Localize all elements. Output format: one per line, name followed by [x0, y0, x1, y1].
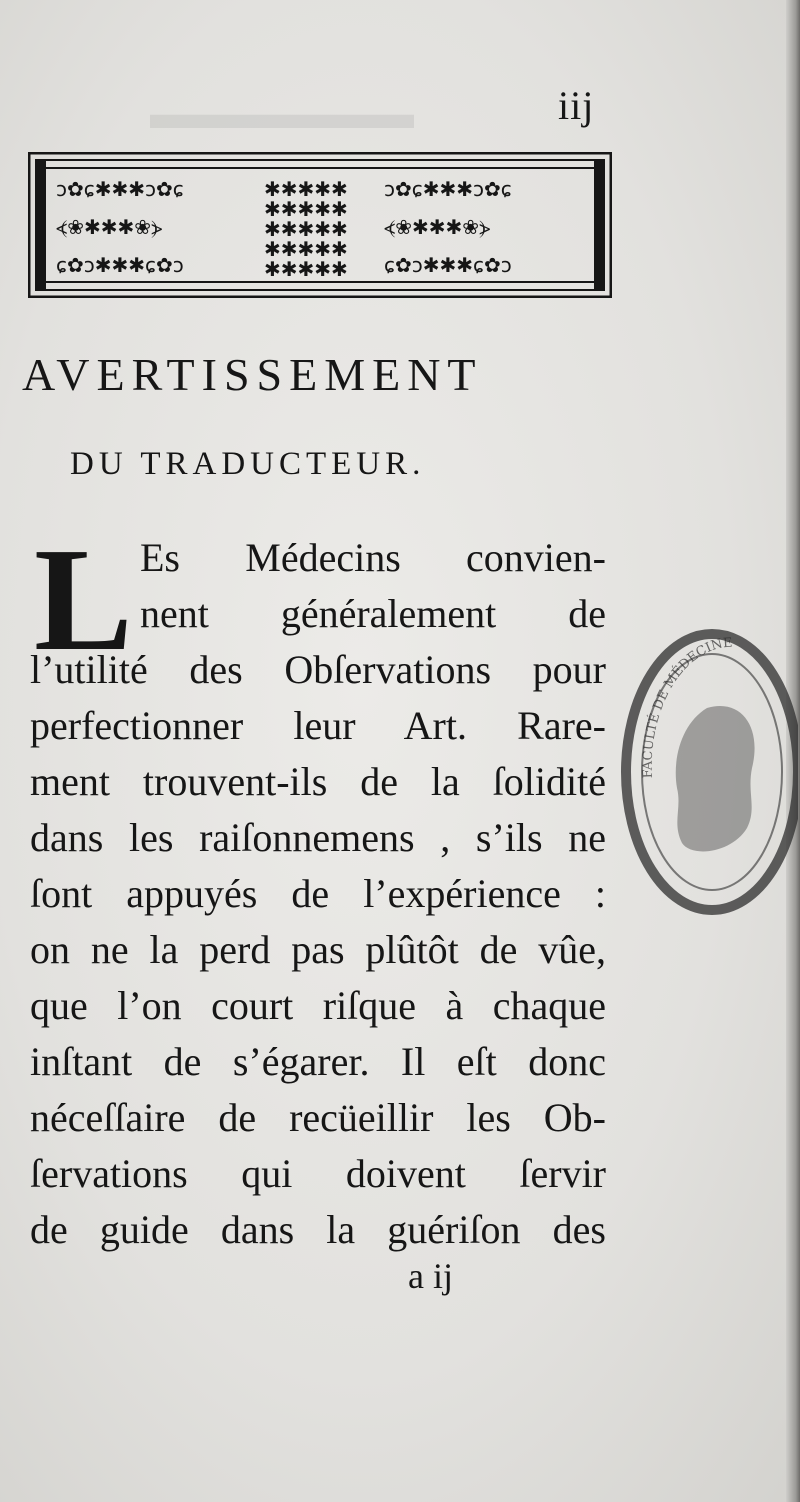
text-line-13: de guide dans la guériſon des — [30, 1207, 606, 1252]
svg-text:✱✱✱✱✱: ✱✱✱✱✱ — [264, 197, 348, 221]
svg-text:⦓❀✱✱✱❀⦔: ⦓❀✱✱✱❀⦔ — [384, 215, 491, 239]
headpiece-ornament — [28, 152, 612, 298]
text-line-8: on ne la perd pas plûtôt de vûe, — [30, 927, 606, 972]
library-stamp — [612, 628, 798, 916]
page-title: AVERTISSEMENT — [22, 349, 483, 400]
text-line-9: que l’on court riſque à chaque — [30, 983, 606, 1028]
svg-text:⦓❀✱✱✱❀⦔: ⦓❀✱✱✱❀⦔ — [56, 215, 163, 239]
text-line-11: néceſſaire de recüeillir les Ob- — [30, 1095, 606, 1140]
svg-text:ɕ✿ↄ✱✱✱ɕ✿ↄ: ɕ✿ↄ✱✱✱ɕ✿ↄ — [56, 253, 184, 277]
svg-text:ↄ✿ɕ✱✱✱ↄ✿ɕ: ↄ✿ɕ✱✱✱ↄ✿ɕ — [384, 177, 512, 201]
text-line-12: ſervations qui doivent ſervir — [30, 1151, 606, 1196]
show-through-decoration: ▬▬▬▬▬▬ — [150, 89, 414, 138]
svg-text:✱✱✱✱✱: ✱✱✱✱✱ — [264, 217, 348, 241]
text-line-2: nent généralement de — [140, 591, 606, 636]
text-line-1: Es Médecins convien- — [140, 535, 606, 580]
text-line-4: perfectionner leur Art. Rare- — [30, 703, 606, 748]
stamp-lettering: FACULTÉ DE MÉDECINE — [640, 635, 734, 779]
svg-text:✱✱✱✱✱: ✱✱✱✱✱ — [264, 237, 348, 261]
text-line-7: ſont appuyés de l’expérience : — [30, 871, 606, 916]
svg-text:✱✱✱✱✱: ✱✱✱✱✱ — [264, 177, 348, 201]
folio-number: iij — [558, 83, 595, 128]
drop-cap: L — [34, 518, 133, 682]
svg-text:ↄ✿ɕ✱✱✱ↄ✿ɕ: ↄ✿ɕ✱✱✱ↄ✿ɕ — [56, 177, 184, 201]
svg-text:ɕ✿ↄ✱✱✱ɕ✿ↄ: ɕ✿ↄ✱✱✱ɕ✿ↄ — [384, 253, 512, 277]
page-subtitle: DU TRADUCTEUR. — [70, 446, 426, 482]
signature-mark: a ij — [408, 1256, 453, 1296]
text-line-3: l’utilité des Obſervations pour — [30, 647, 606, 692]
svg-text:✱✱✱✱✱: ✱✱✱✱✱ — [264, 257, 348, 281]
text-line-5: ment trouvent-ils de la ſolidité — [30, 759, 606, 804]
text-line-6: dans les raiſonnemens , s’ils ne — [30, 815, 606, 860]
text-line-10: inſtant de s’égarer. Il eſt donc — [30, 1039, 606, 1084]
